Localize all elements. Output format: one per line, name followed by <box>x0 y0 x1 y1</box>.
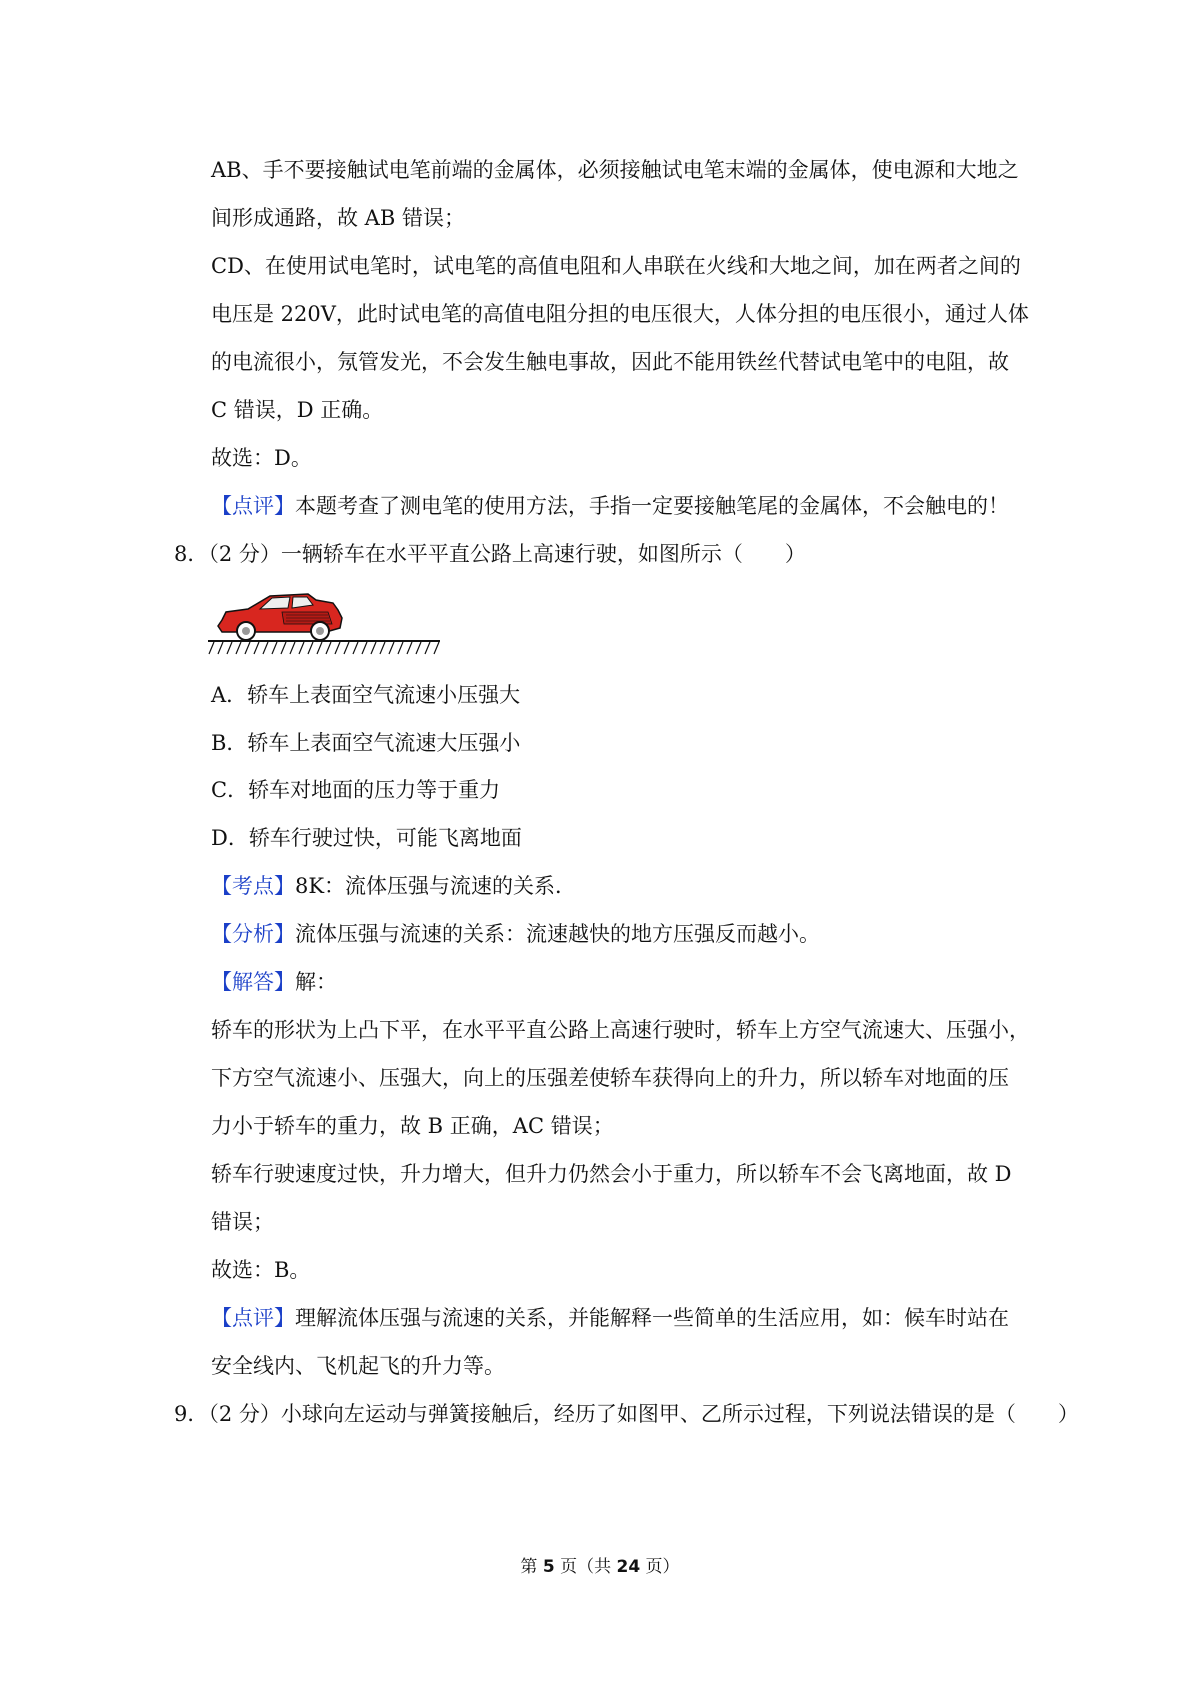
q7-explanation-line-4: 电压是 220V，此时试电笔的高值电阻分担的电压很大，人体分担的电压很小，通过人体 <box>211 302 1029 326</box>
q8-stem: 8．（2 分）一辆轿车在水平平直公路上高速行驶，如图所示（ ） <box>174 542 806 566</box>
page-number: 5 <box>542 1557 555 1577</box>
road-surface <box>208 641 440 654</box>
q9-stem: 9．（2 分）小球向左运动与弹簧接触后，经历了如图甲、乙所示过程，下列说法错误的是（ ） <box>174 1402 1079 1426</box>
q7-explanation-line-2: 间形成通路，故 AB 错误； <box>211 206 465 230</box>
total-pages: 24 <box>616 1557 641 1577</box>
kaodian-text: 8K：流体压强与流速的关系． <box>295 874 577 898</box>
q7-explanation-line-3: CD、在使用试电笔时，试电笔的高值电阻和人串联在火线和大地之间，加在两者之间的 <box>211 254 1021 278</box>
car-illustration <box>218 594 342 640</box>
jieda-text: 解： <box>295 970 337 994</box>
footer-prefix: 第 <box>520 1557 543 1577</box>
q8-option-d: D．轿车行驶过快，可能飞离地面 <box>211 826 522 850</box>
q8-solution-line-3: 力小于轿车的重力，故 B 正确，AC 错误； <box>211 1114 614 1138</box>
q7-explanation-line-6: C 错误，D 正确。 <box>211 398 384 422</box>
kaodian-tag: 【考点】 <box>211 874 295 898</box>
q7-answer: 故选：D。 <box>211 446 312 470</box>
q8-option-c: C．轿车对地面的压力等于重力 <box>211 778 501 802</box>
q7-explanation-line-1: AB、手不要接触试电笔前端的金属体，必须接触试电笔末端的金属体，使电源和大地之 <box>211 158 1019 182</box>
q7-review <box>211 491 1009 521</box>
fenxi-text: 流体压强与流速的关系：流速越快的地方压强反而越小。 <box>295 922 820 946</box>
q8-kaodian <box>211 871 576 901</box>
review-text: 理解流体压强与流速的关系，并能解释一些简单的生活应用，如：候车时站在 <box>295 1306 1009 1330</box>
q8-option-a: A．轿车上表面空气流速小压强大 <box>211 683 521 707</box>
page-footer <box>0 1555 1200 1579</box>
review-tag: 【点评】 <box>211 1306 295 1330</box>
review-text: 本题考查了测电笔的使用方法，手指一定要接触笔尾的金属体，不会触电的！ <box>295 494 1009 518</box>
q8-solution-line-4: 轿车行驶速度过快，升力增大，但升力仍然会小于重力，所以轿车不会飞离地面，故 D <box>211 1162 1012 1186</box>
footer-middle: 页（共 <box>554 1557 617 1577</box>
q8-review-line-1 <box>211 1303 1009 1333</box>
review-tag: 【点评】 <box>211 494 295 518</box>
q8-solution-line-2: 下方空气流速小、压强大，向上的压强差使轿车获得向上的升力，所以轿车对地面的压 <box>211 1066 1009 1090</box>
q8-solution-line-5: 错误； <box>211 1210 274 1234</box>
q8-solution-line-1: 轿车的形状为上凸下平，在水平平直公路上高速行驶时，轿车上方空气流速大、压强小， <box>211 1018 1030 1042</box>
q8-answer: 故选：B。 <box>211 1258 311 1282</box>
q8-fenxi <box>211 919 820 949</box>
q7-explanation-line-5: 的电流很小，氖管发光，不会发生触电事故，因此不能用铁丝代替试电笔中的电阻，故 <box>211 350 1009 374</box>
car-on-road-figure <box>208 586 440 656</box>
q8-option-b: B．轿车上表面空气流速大压强小 <box>211 731 521 755</box>
q8-review-line-2: 安全线内、飞机起飞的升力等。 <box>211 1354 505 1378</box>
jieda-tag: 【解答】 <box>211 970 295 994</box>
fenxi-tag: 【分析】 <box>211 922 295 946</box>
q8-jieda <box>211 967 337 997</box>
footer-suffix: 页） <box>640 1557 680 1577</box>
